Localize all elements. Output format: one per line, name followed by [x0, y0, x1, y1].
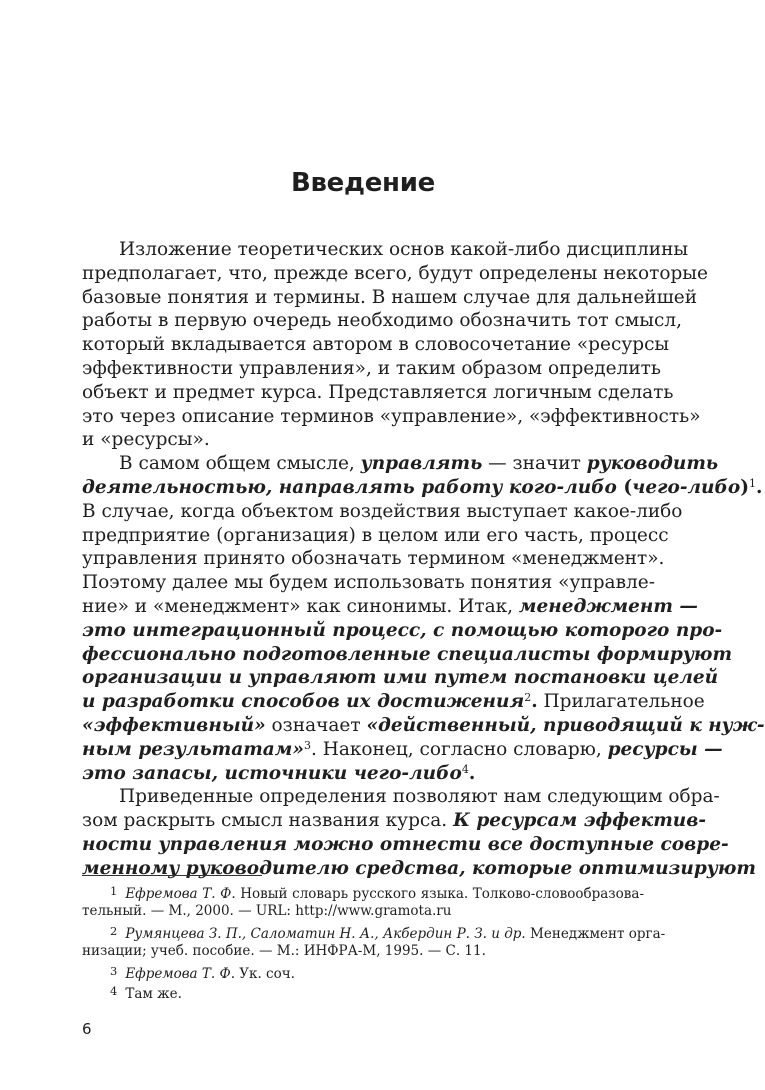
paragraph-intro — [82, 238, 708, 452]
footnote-line — [82, 981, 644, 1001]
footnote-number: 3 — [110, 964, 118, 978]
footnote-author: Ефремова Т. Ф. — [125, 886, 236, 902]
text-line — [82, 547, 665, 571]
text-line — [82, 524, 669, 548]
text-line — [82, 643, 733, 667]
text-run: В случае, когда объектом воздействия выступает какое-либо — [82, 500, 683, 522]
footnote-line — [82, 901, 644, 921]
footnote-line — [82, 921, 666, 942]
text-run: это запасы, источники чего-либо — [82, 762, 462, 784]
text-run: руководить — [586, 453, 719, 475]
text-line — [82, 738, 723, 762]
paragraph-definitions — [82, 452, 765, 785]
text-line: объект и предмет курса. Представляется логичным сделать — [82, 381, 674, 403]
text-run: деятельностью, направлять работу кого-либо — [82, 476, 617, 498]
text-run: . Наконец, согласно словарю, — [310, 738, 608, 760]
footnote-line — [82, 961, 644, 981]
text-line — [82, 500, 683, 524]
text-run: чего-либо — [632, 476, 741, 498]
text-run: «действенный, приводящий к нуж- — [366, 714, 765, 736]
footnote-text: тельный. — М., 2000. — URL: http://www.gramota.ru — [82, 903, 452, 919]
text-run: и разработки способов их достижения — [82, 691, 525, 713]
footnote-number: 1 — [110, 884, 118, 898]
paragraph-course-meaning — [82, 785, 756, 880]
text-line — [82, 476, 763, 500]
footnote-line — [82, 881, 644, 901]
footnote-ref: 4 — [461, 762, 469, 776]
text-run: фессионально подготовленные специалисты формируют — [82, 643, 733, 665]
footnote-text: Там же. — [125, 986, 182, 1002]
text-run: Приведенные определения позволяют нам следующим обра- — [119, 786, 720, 808]
footnotes — [82, 881, 666, 1002]
footnote-ref: 1 — [748, 476, 756, 490]
text-line: и «ресурсы». — [82, 429, 210, 451]
text-run: управления принято обозначать термином «менеджмент». — [82, 548, 665, 570]
text-run: ресурсы — — [607, 738, 723, 760]
text-run: менеджмент — — [518, 595, 698, 617]
text-run: . — [531, 691, 538, 713]
text-line — [82, 833, 729, 857]
text-run: В самом общем смысле, — [119, 453, 361, 475]
text-line: предполагает, что, прежде всего, будут определены некоторые — [82, 262, 708, 284]
text-run: . — [755, 476, 763, 498]
text-line — [82, 619, 723, 643]
text-line — [82, 571, 655, 595]
text-run: . — [468, 762, 476, 784]
footnote-text: низации; учеб. пособие. — М.: ИНФРА-М, 1995. — С. 11. — [82, 943, 486, 959]
text-line: работы в первую очередь необходимо обозначить тот смысл, — [82, 310, 682, 332]
footnote-text: Новый словарь русского языка. Толково-словообразова- — [235, 886, 645, 902]
text-line: базовые понятия и термины. В нашем случае для дальнейшей — [82, 286, 698, 308]
text-run: «эффективный» — [82, 714, 266, 736]
text-run: ( — [616, 476, 633, 498]
text-run: это интеграционный процесс, с помощью которого про- — [82, 619, 723, 641]
text-line — [82, 452, 719, 476]
text-run: менному руководителю средства, которые оптимизируют — [82, 857, 756, 879]
text-line: Изложение теоретических основ какой-либо дисциплины — [119, 239, 689, 260]
page-title: Введение — [291, 168, 435, 198]
footnote-author: Ефремова Т. Ф. — [125, 966, 235, 982]
footnote-number: 2 — [110, 924, 118, 938]
text-run: К ресурсам эффектив- — [453, 810, 707, 832]
text-run: ности управления можно отнести все доступные совре- — [82, 833, 729, 855]
text-line — [82, 595, 698, 619]
footnote-author: Румянцева З. П., Саломатин Н. А., Акбердин Р. З. и др. — [125, 926, 526, 942]
footnote-text: Менеджмент орга- — [525, 926, 666, 942]
footnote-separator — [82, 875, 262, 876]
footnote-ref: 2 — [524, 691, 532, 705]
text-run: предприятие (организация) в целом или его часть, процесс — [82, 524, 669, 546]
text-run: означает — [265, 714, 367, 736]
text-line — [82, 690, 705, 714]
text-line — [82, 666, 719, 690]
text-run: ние» и «менеджмент» как синонимы. Итак, — [82, 595, 519, 617]
text-run: организации и управляют ими путем постановки целей — [82, 667, 719, 689]
text-line — [82, 857, 756, 881]
text-run: ным результатам» — [82, 738, 304, 760]
text-line: который вкладывается автором в словосочетание «ресурсы — [82, 334, 670, 356]
text-run: Прилагательное — [537, 691, 705, 713]
text-line: эффективности управления», и таким образом определить — [82, 357, 661, 379]
text-run: управлять — [360, 453, 483, 475]
text-run: — значит — [482, 453, 587, 475]
text-line — [82, 785, 720, 809]
text-line: это через описание терминов «управление», «эффективность» — [82, 405, 701, 427]
page-number: 6 — [82, 1020, 92, 1038]
text-line — [82, 809, 707, 833]
footnote-number: 4 — [110, 984, 118, 998]
text-line — [82, 714, 765, 738]
text-line — [82, 762, 644, 786]
text-run: зом раскрыть смысл названия курса. — [82, 810, 454, 832]
text-run: Поэтому далее мы будем использовать понятия «управле- — [82, 572, 655, 594]
footnote-text: Ук. соч. — [234, 966, 295, 982]
footnote-line — [82, 941, 644, 961]
footnote-ref: 3 — [303, 738, 311, 752]
body-text — [82, 238, 765, 881]
text-run: ) — [740, 476, 749, 498]
